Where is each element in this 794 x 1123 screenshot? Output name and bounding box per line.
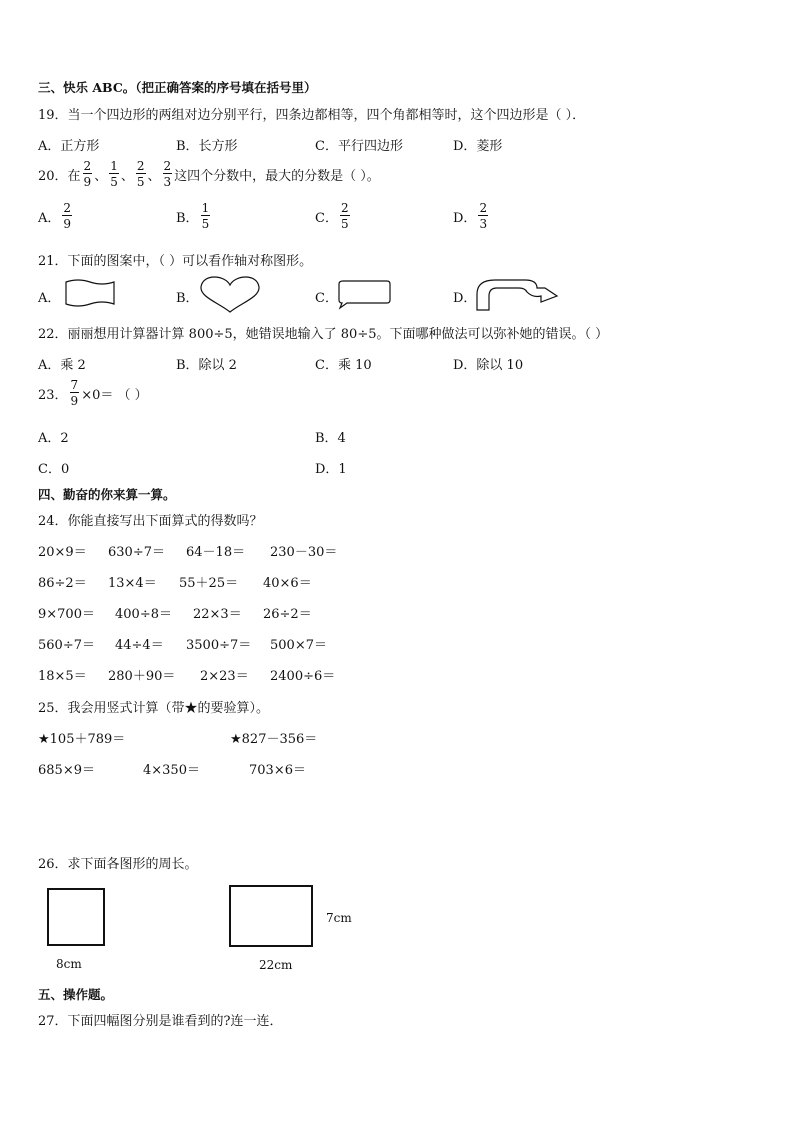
q24-item: 500×7＝ [270,638,327,653]
q24-item: 18×5＝ [38,669,87,684]
q20-separator: 、 [120,168,134,184]
q24-item: 2400÷6＝ [270,669,336,684]
q24-item: 230－30＝ [270,545,338,560]
q24-item: 64－18＝ [186,545,246,560]
section-5-title: 五、操作题。 [38,987,114,1002]
q21-option-b-letter: B． [176,291,199,306]
q24-item: 86÷2＝ [38,576,87,591]
q24-item: 20×9＝ [38,545,87,560]
q24-item: 2×23＝ [200,669,249,684]
q23-option-b: B．4 [315,431,346,446]
q24-item: 22×3＝ [193,607,242,622]
q26-stem: 26．求下面各图形的周长。 [38,857,198,872]
q25-item: 4×350＝ [143,763,200,778]
q23-option-d: D．1 [315,462,347,477]
q24-item: 9×700＝ [38,607,95,622]
q27-stem: 27．下面四幅图分别是谁看到的?连一连． [38,1014,283,1029]
q24-item: 40×6＝ [263,576,312,591]
q25-item: ★827－356＝ [230,732,318,747]
q23-option-a: A．2 [38,431,69,446]
heart-shape-icon [199,275,261,313]
q19-stem: 19．当一个四边形的两组对边分别平行，四条边都相等，四个角都相等时，这个四边形是（ ）． [38,108,586,123]
q20-option-d: D． $\frac{2}{3}$ [453,201,488,231]
section-4-title: 四、勤奋的你来算一算。 [38,487,176,502]
q19-option-a: A．正方形 [38,139,100,154]
q22-option-b: B．除以 2 [176,358,237,373]
curved-arrow-shape-icon [475,276,559,312]
q20-suffix: 这四个分数中，最大的分数是（ ）。 [174,168,380,184]
q25-stem: 25．我会用竖式计算（带★的要验算）。 [38,701,270,716]
section-3-title: 三、快乐 ABC。（把正确答案的序号填在括号里） [38,80,317,95]
q24-item: 13×4＝ [108,576,157,591]
q19-option-d: D．菱形 [453,139,503,154]
flag-shape-icon [64,278,116,308]
q20-option-a: A． $\frac{2}{9}$ [38,201,72,231]
q20-fraction-1: $\frac{2}{9}$ [83,159,92,189]
q23-option-c: C．0 [38,462,70,477]
q21-option-c-letter: C． [315,291,338,306]
q20-prefix: 20．在 [38,168,81,184]
q22-stem: 22．丽丽想用计算器计算 800÷5，她错误地输入了 80÷5。下面哪种做法可以弥补她的错误。（ ） [38,327,609,342]
q25-item: 685×9＝ [38,763,95,778]
q19-option-b: B．长方形 [176,139,238,154]
q24-item: 55＋25＝ [179,576,239,591]
q21-stem: 21．下面的图案中，（ ）可以看作轴对称图形。 [38,254,313,269]
q24-item: 630÷7＝ [108,545,165,560]
q24-item: 560÷7＝ [38,638,95,653]
q19-option-c: C．平行四边形 [315,139,403,154]
q20-fraction-3: $\frac{2}{5}$ [136,159,145,189]
q20-option-b: B． $\frac{1}{5}$ [176,201,210,231]
q24-item: 400÷8＝ [115,607,172,622]
q20-fraction-2: $\frac{1}{5}$ [110,159,118,189]
q23-fraction: $\frac{7}{9}$ [70,378,79,408]
rectangle-height-label: 7cm [326,911,352,925]
square-figure [47,888,105,946]
q21-option-a-letter: A． [38,291,61,306]
rectangle-width-label: 22cm [259,958,293,972]
q22-option-c: C．乘 10 [315,358,372,373]
q25-item: 703×6＝ [249,763,306,778]
square-side-label: 8cm [56,957,82,971]
q21-option-d-letter: D． [453,291,477,306]
q22-option-a: A．乘 2 [38,358,86,373]
q24-item: 280＋90＝ [108,669,176,684]
q20-fraction-4: $\frac{2}{3}$ [163,159,172,189]
q20-option-c: C． $\frac{2}{5}$ [315,201,349,231]
q24-stem: 24．你能直接写出下面算式的得数吗？ [38,514,263,529]
q24-item: 44÷4＝ [115,638,164,653]
q23-stem: 23． $\frac{7}{9}$ ×0＝ （ ） [38,378,148,408]
q24-item: 26÷2＝ [263,607,312,622]
q20-separator: 、 [147,168,161,184]
q25-item: ★105＋789＝ [38,732,126,747]
q22-option-d: D．除以 10 [453,358,524,373]
q20-stem [38,160,380,188]
q24-item: 3500÷7＝ [186,638,252,653]
speech-bubble-shape-icon [337,279,393,309]
rectangle-figure [229,885,313,947]
q20-separator: 、 [94,168,108,184]
